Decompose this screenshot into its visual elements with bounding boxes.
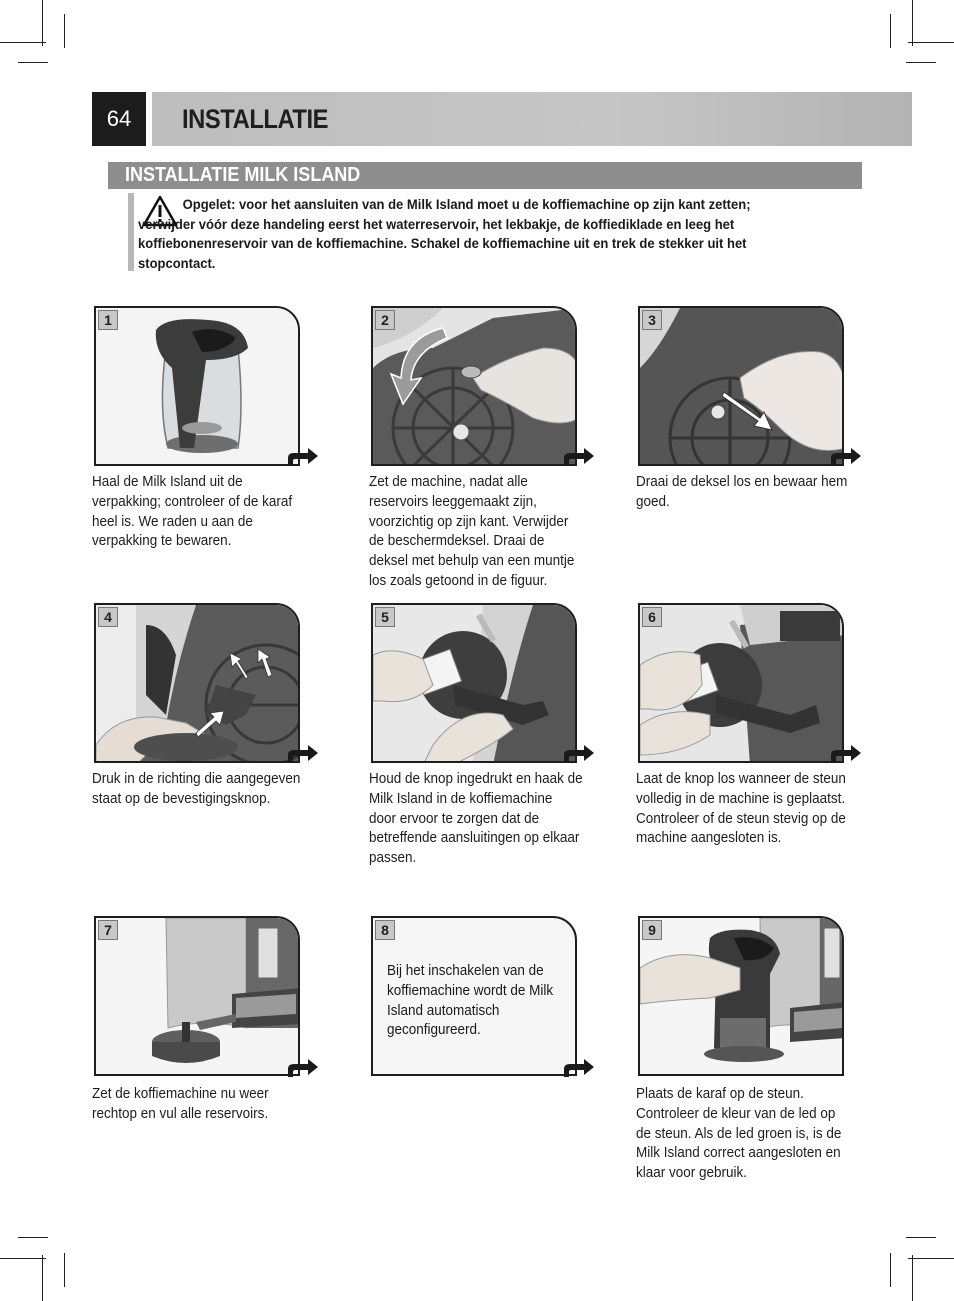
header-bar: [152, 92, 912, 146]
machine-upright-image: [96, 918, 300, 1076]
crop-mark: [912, 1255, 913, 1301]
next-step-arrow-icon: [286, 743, 320, 765]
step-3-caption: Draai de deksel los en bewaar hem goed.: [636, 474, 848, 510]
next-step-arrow-icon: [562, 1057, 596, 1079]
page-number: 64: [92, 92, 146, 146]
crop-mark: [908, 1258, 954, 1259]
step-6-illustration: [638, 603, 844, 763]
section-bar: [108, 162, 862, 189]
step-number: 9: [642, 920, 662, 940]
step-1-caption: Haal de Milk Island uit de verpakking; controleer of de karaf heel is. We raden u aan de verpakking te bewaren.: [92, 474, 293, 550]
step-number: 4: [98, 607, 118, 627]
step-7-caption: Zet de koffiemachine nu weer rechtop en vul alle reservoirs.: [92, 1086, 269, 1122]
crop-mark: [18, 1237, 48, 1238]
cover-removed-image: [640, 308, 844, 466]
machine-on-side-image: [373, 308, 577, 466]
next-step-arrow-icon: [286, 1057, 320, 1079]
next-step-arrow-icon: [562, 446, 596, 468]
warning-text: Opgelet: voor het aansluiten van de Milk Island moet u de koffiemachine op zijn kant zetten; verwijder vóór deze handeling eerst het waterreservoir, het lekbakje, de koffiediklade en leeg het koffiebonenreservoir van de koffiemachine. Schakel de koffiemachine uit en trek de stekker uit het stopcontact.: [138, 196, 751, 271]
step-number: 6: [642, 607, 662, 627]
step-number: 8: [375, 920, 395, 940]
crop-mark: [18, 62, 48, 63]
step-number: 7: [98, 920, 118, 940]
crop-mark: [906, 62, 936, 63]
step-9-illustration: [638, 916, 844, 1076]
crop-mark: [890, 1253, 891, 1287]
crop-mark: [0, 1258, 46, 1259]
section-title: INSTALLATIE MILK ISLAND: [125, 164, 361, 186]
step-7-illustration: [94, 916, 300, 1076]
next-step-arrow-icon: [286, 446, 320, 468]
next-step-arrow-icon: [829, 446, 863, 468]
crop-mark: [42, 0, 43, 46]
crop-mark: [42, 1255, 43, 1301]
step-number: 5: [375, 607, 395, 627]
step-number: 3: [642, 310, 662, 330]
release-button-image: [640, 605, 844, 763]
place-carafe-image: [640, 918, 844, 1076]
crop-mark: [912, 0, 913, 46]
step-5-illustration: [371, 603, 577, 763]
crop-mark: [0, 42, 46, 43]
page-title: INSTALLATIE: [182, 103, 329, 134]
step-9-caption: Plaats de karaf op de steun. Controleer de kleur van de led op de steun. Als de led groen is, is de Milk Island correct aangesloten en klaar voor gebruik.: [636, 1086, 842, 1182]
step-1-illustration: [94, 306, 300, 466]
step-number: 2: [375, 310, 395, 330]
step-number: 1: [98, 310, 118, 330]
crop-mark: [906, 1237, 936, 1238]
step-2-illustration: [371, 306, 577, 466]
crop-mark: [890, 14, 891, 48]
step-8-caption: Bij het inschakelen van de koffiemachine wordt de Milk Island automatisch geconfigureerd.: [387, 963, 554, 1039]
step-3-illustration: [638, 306, 844, 466]
crop-mark: [64, 1253, 65, 1287]
step-4-caption: Druk in de richting die aangegeven staat op de bevestigingsknop.: [92, 771, 301, 807]
crop-mark: [908, 42, 954, 43]
step-2-caption: Zet de machine, nadat alle reservoirs leeggemaakt zijn, voorzichtig op zijn kant. Verwijder de beschermdeksel. Draai de deksel met behulp van een muntje los zoals getoond in de figuur.: [369, 474, 575, 589]
milk-carafe-image: [96, 308, 300, 466]
next-step-arrow-icon: [562, 743, 596, 765]
press-button-image: [96, 605, 300, 763]
step-6-caption: Laat de knop los wanneer de steun volledig in de machine is geplaatst. Controleer of de steun stevig op de machine aangesloten is.: [636, 771, 846, 847]
step-8-panel: [371, 916, 577, 1076]
crop-mark: [64, 14, 65, 48]
step-4-illustration: [94, 603, 300, 763]
hook-milk-island-image: [373, 605, 577, 763]
warning-block: [128, 193, 858, 271]
next-step-arrow-icon: [829, 743, 863, 765]
step-5-caption: Houd de knop ingedrukt en haak de Milk Island in de koffiemachine door ervoor te zorgen dat de betreffende aansluitingen op elkaar passen.: [369, 771, 583, 867]
